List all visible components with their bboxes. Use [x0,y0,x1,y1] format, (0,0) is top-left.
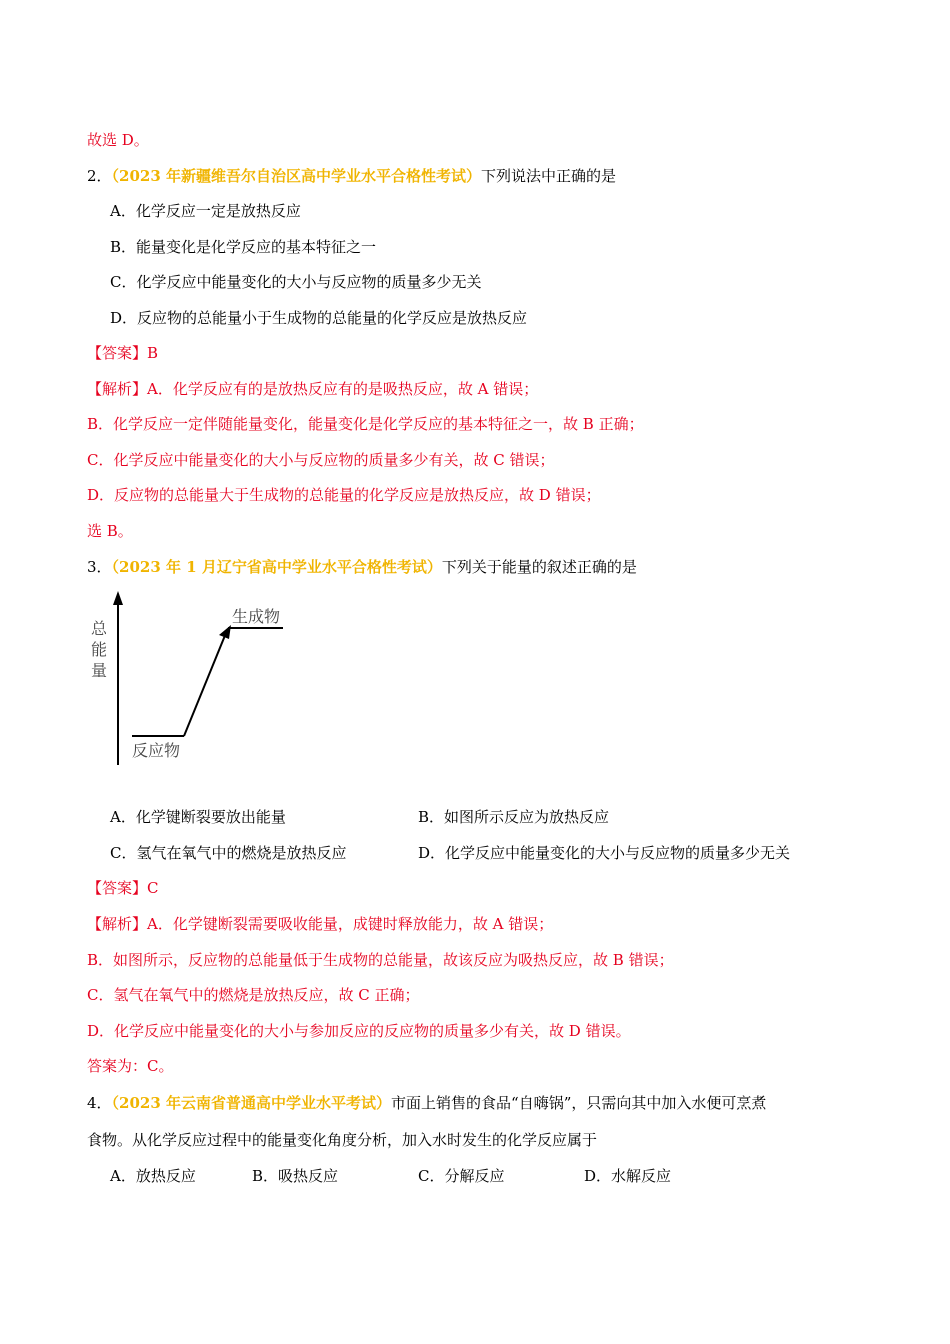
q4-option-c: C．分解反应 [418,1167,505,1185]
question-text: 市面上销售的食品“自嗨锅”，只需向其中加入水便可烹煮 [391,1094,767,1112]
q2-option-a: A．化学反应一定是放热反应 [110,202,301,220]
q2-analysis-line: D．反应物的总能量大于生成物的总能量的化学反应是放热反应，故 D 错误； [87,486,601,504]
question-number: 4． [87,1094,112,1112]
analysis-text: A．化学键断裂需要吸收能量，成键时释放能力，故 A 错误； [147,915,554,933]
q2-option-d: D．反应物的总能量小于生成物的总能量的化学反应是放热反应 [110,309,528,327]
question-number: 2． [87,167,112,185]
question-2-stem [87,166,616,186]
energy-diagram [80,585,310,775]
question-number: 3． [87,558,112,576]
product-label: 生成物 [232,607,281,626]
question-text: 下列关于能量的叙述正确的是 [441,558,637,576]
q3-analysis-line [87,914,553,934]
question-source: （2023 年云南省普通高中学业水平考试） [111,1094,392,1112]
q3-option-d: D．化学反应中能量变化的大小与反应物的质量多少无关 [418,844,791,862]
q3-option-a: A．化学键断裂要放出能量 [110,808,286,826]
q3-analysis-line: B．如图所示，反应物的总能量低于生成物的总能量，故该反应为吸热反应，故 B 错误； [87,951,674,969]
question-4-stem-continued: 食物。从化学反应过程中的能量变化角度分析，加入水时发生的化学反应属于 [87,1131,598,1149]
question-3-stem [87,557,637,577]
q4-option-a: A．放热反应 [110,1167,196,1185]
q3-analysis-line: C．氢气在氧气中的燃烧是放热反应，故 C 正确； [87,986,420,1004]
q3-option-b: B．如图所示反应为放热反应 [418,808,610,826]
answer-value: C [147,879,159,897]
y-axis-arrow-icon [113,591,123,605]
question-4-stem [87,1093,766,1113]
question-source: （2023 年新疆维吾尔自治区高中学业水平合格性考试） [111,167,482,185]
q2-analysis-line: B．化学反应一定伴随能量变化，能量变化是化学反应的基本特征之一，故 B 正确； [87,415,644,433]
q2-analysis-line: 选 B。 [87,522,133,540]
analysis-text: A．化学反应有的是放热反应有的是吸热反应，故 A 错误； [147,380,539,398]
q2-option-c: C．化学反应中能量变化的大小与反应物的质量多少无关 [110,273,482,291]
q2-analysis-line: C．化学反应中能量变化的大小与反应物的质量多少有关，故 C 错误； [87,451,555,469]
answer-label: 【答案】 [87,879,148,897]
reaction-path [184,633,226,736]
q2-option-b: B．能量变化是化学反应的基本特征之一 [110,238,377,256]
answer-label: 【答案】 [87,344,148,362]
q2-analysis-line [87,379,538,399]
answer-value: B [147,344,159,362]
analysis-label: 【解析】 [87,380,148,398]
q3-analysis-line: D．化学反应中能量变化的大小与参加反应的反应物的质量多少有关，故 D 错误。 [87,1022,631,1040]
y-axis-label-char: 总 [91,619,108,638]
y-axis-label-char: 能 [91,640,108,659]
q3-option-c: C．氢气在氧气中的燃烧是放热反应 [110,844,347,862]
reactant-label: 反应物 [132,741,181,760]
q3-answer [87,878,159,898]
prev-answer-tail: 故选 D。 [87,131,149,149]
y-axis-label-char: 量 [91,661,108,680]
q4-option-d: D．水解反应 [584,1167,672,1185]
q3-analysis-line: 答案为：C。 [87,1057,174,1075]
q4-option-b: B．吸热反应 [252,1167,339,1185]
question-source: （2023 年 1 月辽宁省高中学业水平合格性考试） [111,558,442,576]
question-text: 下列说法中正确的是 [481,167,617,185]
analysis-label: 【解析】 [87,915,148,933]
q2-answer [87,343,158,363]
